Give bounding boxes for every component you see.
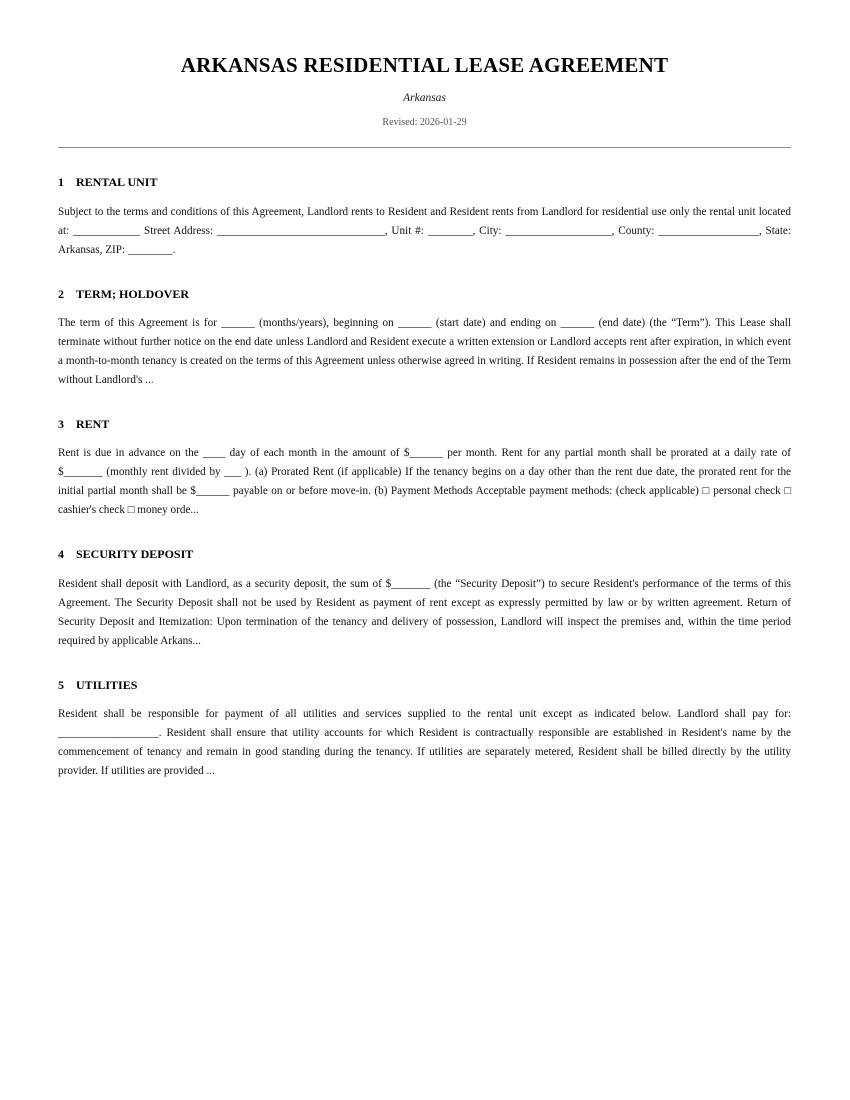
section-body-term-holdover: The term of this Agreement is for ______ (months/years), beginning on ______ (start date) and ending on ______ (end date) (the “Term”). This Lease shall terminate without further notice on the end date unless Landlord and Resident execute a written extension or Landlord accepts rent after expiration, in which event a month-to-month tenancy is created on the terms of this Agreement unless otherwise agreed in writing. If Resident remains in possession after the end of the Term without Landlord's ... <box>58 317 791 387</box>
section-security-deposit <box>58 520 791 650</box>
section-body-rental-unit: Subject to the terms and conditions of this Agreement, Landlord rents to Resident and Resident rents from Landlord for residential use only the rental unit located at: ____________ Street Address: ______________________________, Unit #: ________, City: ___________________, County: __________________, State: Arkansas, ZIP: ________. <box>58 205 791 256</box>
section-number: 1 <box>58 175 64 190</box>
section-utilities <box>58 651 791 781</box>
section-number: 4 <box>58 547 64 562</box>
document-revision-date: Revised: 2026-01-29 <box>382 117 467 129</box>
section-heading-security-deposit <box>58 520 791 561</box>
section-title: SECURITY DEPOSIT <box>76 547 194 562</box>
section-heading-term-holdover <box>58 260 791 301</box>
section-rent <box>58 390 791 520</box>
section-heading-utilities <box>58 651 791 692</box>
section-number: 5 <box>58 677 64 692</box>
section-rental-unit <box>58 148 791 259</box>
section-heading-rental-unit <box>58 148 791 189</box>
section-body-rent: Rent is due in advance on the ____ day of each month in the amount of $______ per month. Rent for any partial month shall be prorated at a daily rate of $_______ (monthly rent divided by ___ ). (a) Prorated Rent (if applicable) If the tenancy begins on a day other than the rent due date, the prorated rent for the initial partial month shall be $______ payable on or before move-in. (b) Payment Methods Acceptable payment methods: (check applicable) □ personal check □ cashier's check □ money orde... <box>58 447 791 517</box>
section-title: RENT <box>76 417 110 432</box>
section-number: 2 <box>58 286 64 301</box>
section-term-holdover <box>58 260 791 390</box>
section-number: 3 <box>58 417 64 432</box>
document-content <box>58 0 791 781</box>
section-title: UTILITIES <box>76 677 138 692</box>
section-title: RENTAL UNIT <box>76 175 158 190</box>
section-heading-rent <box>58 390 791 431</box>
page-title: ARKANSAS RESIDENTIAL LEASE AGREEMENT <box>180 53 669 77</box>
document-subtitle: Arkansas <box>403 92 446 105</box>
section-title: TERM; HOLDOVER <box>76 286 190 301</box>
section-body-security-deposit: Resident shall deposit with Landlord, as a security deposit, the sum of $_______ (the “Security Deposit”) to secure Resident's performance of the terms of this Agreement. The Security Deposit shall not be used by Resident as payment of rent except as expressly permitted by law or by written agreement. Return of Security Deposit and Itemization: Upon termination of the tenancy and delivery of possession, Landlord will inspect the premises and, within the time period required by applicable Arkans... <box>58 577 791 647</box>
section-body-utilities: Resident shall be responsible for payment of all utilities and services supplied to the rental unit except as indicated below. Landlord shall pay for: __________________. Resident shall ensure that utility accounts for which Resident is contractually responsible are established in Resident's name by the commencement of tenancy and remain in good standing during the tenancy. If utilities are separately metered, Resident shall be billed directly by the utility provider. If utilities are provided ... <box>58 708 791 778</box>
